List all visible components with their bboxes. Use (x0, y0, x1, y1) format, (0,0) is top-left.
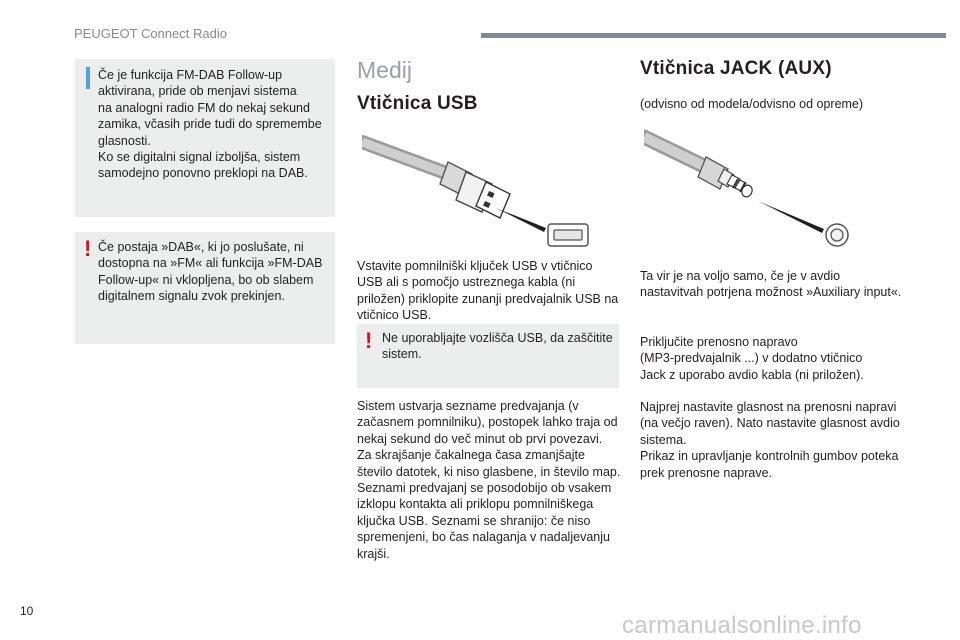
info-box-text (98, 67, 330, 182)
text-line: Jack z uporabo avdio kabla (ni priložen). (640, 367, 864, 382)
header-bar (481, 33, 946, 38)
text-line: ključka USB. Seznami se shranijo: če niso (357, 513, 591, 528)
text-line: na analogni radio FM do nekaj sekund (98, 100, 310, 115)
usb-instructions (357, 258, 627, 324)
jack-illustration (644, 125, 856, 249)
text-line: Follow-up« ni vklopljena, bo ob slabem (98, 272, 314, 287)
playlist-info (357, 398, 629, 562)
text-line: začasnem pomnilniku), postopek lahko traja od (357, 415, 618, 430)
warning-icon: ! (365, 328, 373, 353)
text-line: USB ali s pomočjo ustreznega kabla (ni (357, 275, 576, 290)
text-line: Seznami predvajanj se posodobijo ob vsakem (357, 481, 612, 496)
jack-connect (640, 334, 940, 383)
text-line: Ko se digitalni signal izboljša, sistem (98, 150, 301, 165)
warning-box (75, 232, 335, 344)
jack-availability (640, 268, 940, 301)
text-line: nastavitvah potrjena možnost »Auxiliary input«. (640, 285, 902, 300)
text-line: Če postaja »DAB«, ki jo poslušate, ni (98, 240, 304, 254)
header-title: PEUGEOT Connect Radio (74, 26, 227, 41)
jack-subtitle: (odvisno od modela/odvisno od opreme) (640, 97, 864, 111)
usb-illustration (362, 128, 594, 250)
text-line: (na večjo raven). Nato nastavite glasnost avdio (640, 416, 900, 431)
text-line: Priključite prenosno napravo (640, 335, 798, 349)
warning-icon: ! (84, 236, 92, 261)
text-line: digitalnem signalu zvok prekinjen. (98, 289, 285, 304)
text-line: krajši. (357, 546, 390, 561)
info-icon (86, 67, 90, 89)
text-line: nekaj sekund do več minut ob prvi povezavi. (357, 431, 603, 446)
text-line: Ta vir je na voljo samo, če je v avdio (640, 269, 841, 283)
section-title: Medij (357, 57, 412, 83)
usb-heading: Vtičnica USB (357, 93, 478, 114)
text-line: aktivirana, pride ob menjavi sistema (98, 84, 297, 99)
info-box (75, 59, 335, 217)
text-line: Sistem ustvarja sezname predvajanja (v (357, 399, 579, 413)
text-line: Najprej nastavite glasnost na prenosni napravi (640, 400, 897, 414)
text-line: Prikaz in upravljanje kontrolnih gumbov poteka (640, 449, 899, 464)
watermark: carmanualsonline.info (622, 612, 862, 639)
jack-volume (640, 399, 940, 481)
text-line: dostopna na »FM« ali funkcija »FM-DAB (98, 256, 323, 271)
text-line: priložen) priklopite zunanji predvajalnik USB na (357, 291, 619, 306)
text-line: samodejno ponovno preklopi na DAB. (98, 166, 308, 181)
text-line: sistema. (640, 432, 687, 447)
text-line: Ne uporabljajte vozlišča USB, da zaščitite (382, 331, 613, 345)
text-line: zamika, včasih pride tudi do spremembe (98, 117, 322, 132)
text-line: (MP3-predvajalnik ...) v dodatno vtičnico (640, 351, 863, 366)
usb-warning-text (382, 330, 614, 363)
text-line: Vstavite pomnilniški ključek USB v vtičnico (357, 259, 593, 273)
usb-warning-box (357, 324, 619, 388)
text-line: glasnosti. (98, 133, 151, 148)
text-line: izklopu kontakta ali priklopu pomnilniškega (357, 497, 594, 512)
text-line: spremenjeni, bo čas nalaganja v nadaljevanju (357, 530, 610, 545)
page-number: 10 (20, 604, 34, 618)
warning-box-text (98, 239, 330, 305)
text-line: Če je funkcija FM-DAB Follow-up (98, 68, 283, 82)
text-line: sistem. (382, 347, 422, 362)
text-line: prek prenosne naprave. (640, 465, 773, 480)
text-line: Za skrajšanje čakalnega časa zmanjšajte (357, 448, 585, 463)
jack-heading: Vtičnica JACK (AUX) (640, 58, 832, 79)
text-line: število datotek, ki niso glasbene, in število map. (357, 464, 621, 479)
text-line: vtičnico USB. (357, 308, 432, 323)
